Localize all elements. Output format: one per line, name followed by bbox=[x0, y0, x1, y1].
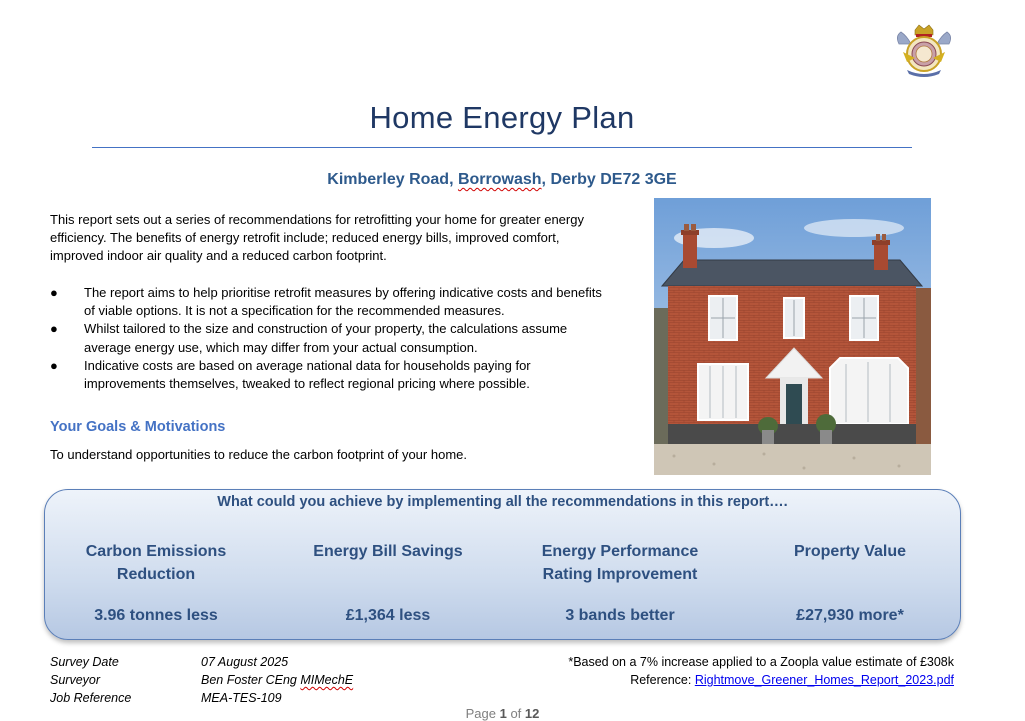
metric-label-line: Rating Improvement bbox=[542, 566, 698, 583]
achievement-summary-panel bbox=[44, 489, 961, 640]
reference-line bbox=[630, 671, 954, 689]
metric-label-carbon bbox=[41, 540, 271, 586]
metric-label-line: Reduction bbox=[116, 566, 196, 583]
list-item-text: Indicative costs are based on average national data for households paying for improvements themselves, tweaked to reflect regional pricing where possible. bbox=[84, 357, 531, 392]
page-total: 12 bbox=[524, 706, 540, 721]
list-item bbox=[50, 284, 610, 320]
surveyor-postnominal: MIMechE bbox=[300, 673, 354, 687]
metric-value-carbon: 3.96 tonnes less bbox=[94, 607, 218, 624]
metric-value-property: £27,930 more* bbox=[796, 607, 904, 624]
reference-link[interactable]: Rightmove_Greener_Homes_Report_2023.pdf bbox=[694, 673, 954, 687]
metric-label-line: Property Value bbox=[793, 543, 907, 560]
page-current: 1 bbox=[499, 706, 507, 721]
metric-value-bill: £1,364 less bbox=[345, 607, 431, 624]
bullet-icon: ● bbox=[50, 321, 58, 337]
address-town: Borrowash bbox=[457, 171, 542, 188]
surveyor-value bbox=[201, 671, 353, 689]
goals-text: To understand opportunities to reduce the carbon footprint of your home. bbox=[50, 447, 467, 462]
metric-label-line: Energy Performance bbox=[541, 543, 699, 560]
metric-label-line: Energy Bill Savings bbox=[313, 543, 463, 560]
summary-heading: What could you achieve by implementing all the recommendations in this report…. bbox=[217, 494, 788, 510]
metric-label-bill bbox=[273, 540, 503, 563]
page-prefix: Page bbox=[465, 706, 500, 721]
surveyor-label: Surveyor bbox=[50, 673, 101, 687]
list-item bbox=[50, 320, 610, 356]
address-street: Kimberley Road, bbox=[327, 171, 458, 188]
job-reference-value: MEA-TES-109 bbox=[201, 691, 282, 705]
intro-paragraph: This report sets out a series of recommendations for retrofitting your home for greater energy efficiency. The benefits of energy retrofit include; reduced energy bills, improved comfort, improved indoor air quality and a reduced carbon footprint. bbox=[50, 212, 584, 264]
list-item-text: Whilst tailored to the size and construction of your property, the calculations assume average energy use, which may differ from your actual consumption. bbox=[84, 321, 568, 355]
bullet-icon: ● bbox=[50, 285, 58, 300]
goals-heading: Your Goals & Motivations bbox=[50, 419, 226, 435]
metric-label-line: Carbon Emissions bbox=[85, 543, 227, 560]
list-item bbox=[50, 357, 610, 393]
metric-value-epc: 3 bands better bbox=[565, 607, 675, 624]
page-title: Home Energy Plan bbox=[369, 100, 635, 135]
property-value-footnote: *Based on a 7% increase applied to a Zoopla value estimate of £308k bbox=[568, 655, 954, 669]
disclaimer-list bbox=[50, 284, 610, 393]
job-reference-label: Job Reference bbox=[50, 691, 132, 705]
metric-label-epc bbox=[505, 540, 735, 586]
survey-date-label: Survey Date bbox=[50, 655, 119, 669]
company-crest-logo bbox=[893, 22, 955, 80]
title-divider bbox=[92, 147, 912, 148]
survey-date-value: 07 August 2025 bbox=[201, 655, 289, 669]
address-city-postcode: , Derby DE72 3GE bbox=[541, 171, 677, 188]
property-address bbox=[92, 171, 912, 189]
house-photo bbox=[654, 198, 931, 475]
metric-label-property bbox=[735, 540, 965, 563]
page-of: of bbox=[506, 706, 525, 721]
list-item-text: The report aims to help prioritise retrofit measures by offering indicative costs and benefits of viable options. It is not a specification for the recommended measures. bbox=[84, 285, 602, 319]
bullet-icon: ● bbox=[50, 357, 58, 373]
reference-label: Reference: bbox=[630, 673, 695, 687]
page-number bbox=[0, 706, 1005, 721]
surveyor-name: Ben Foster CEng bbox=[201, 673, 301, 687]
